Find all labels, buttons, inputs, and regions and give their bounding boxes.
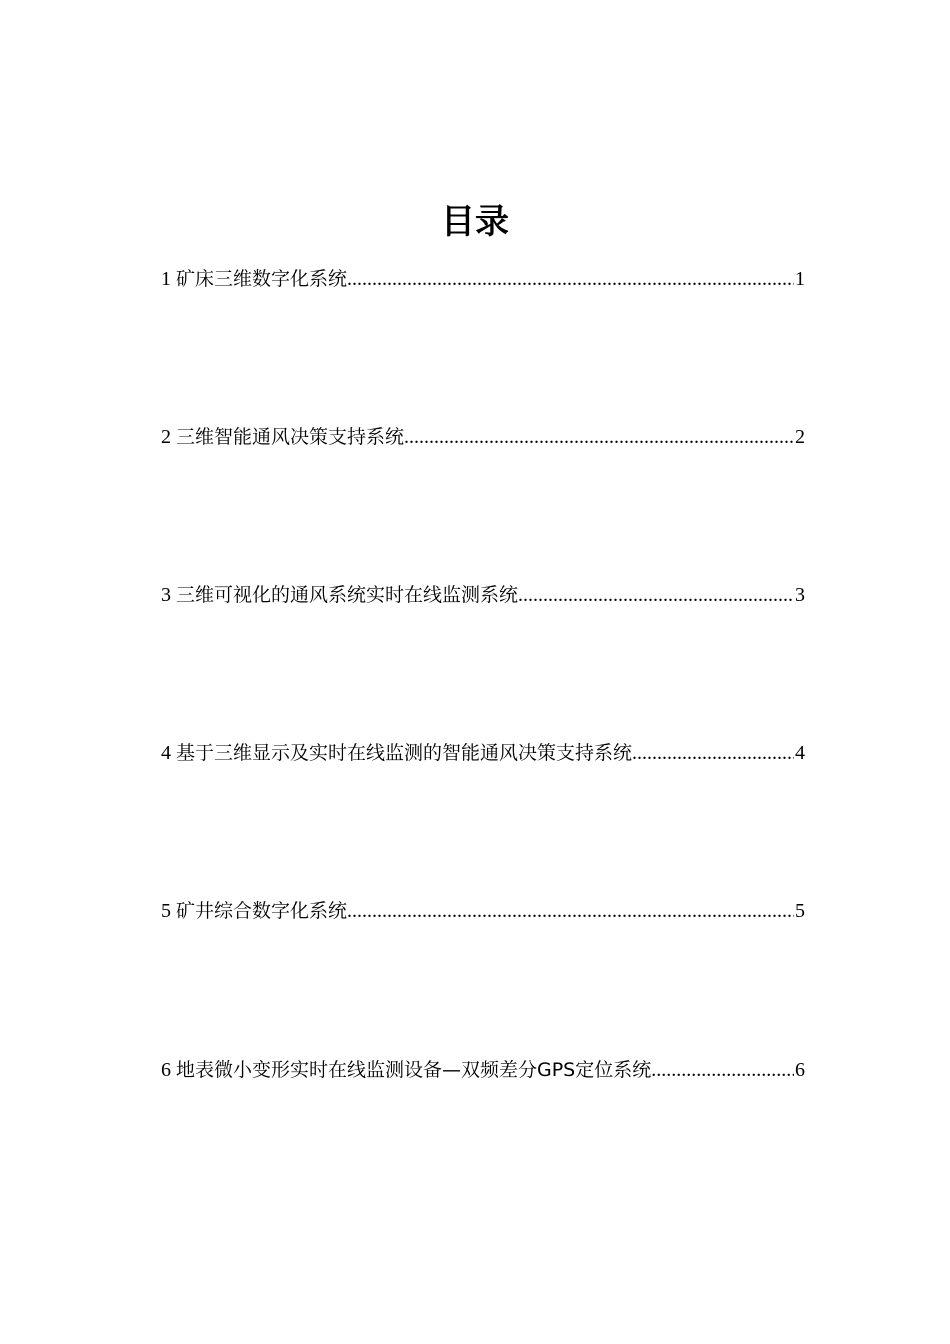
- toc-dot-leader: [404, 422, 794, 452]
- toc-dot-leader: [632, 738, 794, 768]
- toc-dot-leader: [347, 896, 794, 926]
- toc-dot-leader: [651, 1055, 794, 1085]
- toc-entry-number: 3: [161, 584, 171, 606]
- toc-entry-text: 基于三维显示及实时在线监测的智能通风决策支持系统: [176, 742, 633, 764]
- toc-entry-text: 矿床三维数字化系统: [176, 268, 348, 290]
- toc-entry-text: 三维智能通风决策支持系统: [176, 426, 405, 448]
- toc-entry-number: 4: [161, 742, 171, 764]
- toc-entry-number: 6: [161, 1059, 171, 1081]
- toc-entry-6[interactable]: [161, 1055, 805, 1085]
- page-title: 目录: [441, 202, 509, 242]
- toc-entry-page: 1: [795, 268, 805, 290]
- toc-entry-3[interactable]: [161, 580, 805, 610]
- toc-entry-text: 地表微小变形实时在线监测设备—双频差分GPS定位系统: [176, 1059, 652, 1081]
- toc-entry-1[interactable]: [161, 264, 805, 294]
- toc-entry-text: 矿井综合数字化系统: [176, 900, 348, 922]
- toc-entry-text: 三维可视化的通风系统实时在线监测系统: [176, 584, 519, 606]
- toc-entry-page: 5: [795, 900, 805, 922]
- toc-entry-page: 6: [795, 1059, 805, 1081]
- toc-entry-2[interactable]: [161, 422, 805, 452]
- toc-entry-page: 3: [795, 584, 805, 606]
- toc-entry-page: 2: [795, 426, 805, 448]
- toc-entry-page: 4: [795, 742, 805, 764]
- toc-entry-number: 2: [161, 426, 171, 448]
- toc-entry-number: 1: [161, 268, 171, 290]
- toc-dot-leader: [518, 580, 794, 610]
- toc-entry-number: 5: [161, 900, 171, 922]
- toc-entry-4[interactable]: [161, 738, 805, 768]
- toc-entry-5[interactable]: [161, 896, 805, 926]
- toc-dot-leader: [347, 264, 794, 294]
